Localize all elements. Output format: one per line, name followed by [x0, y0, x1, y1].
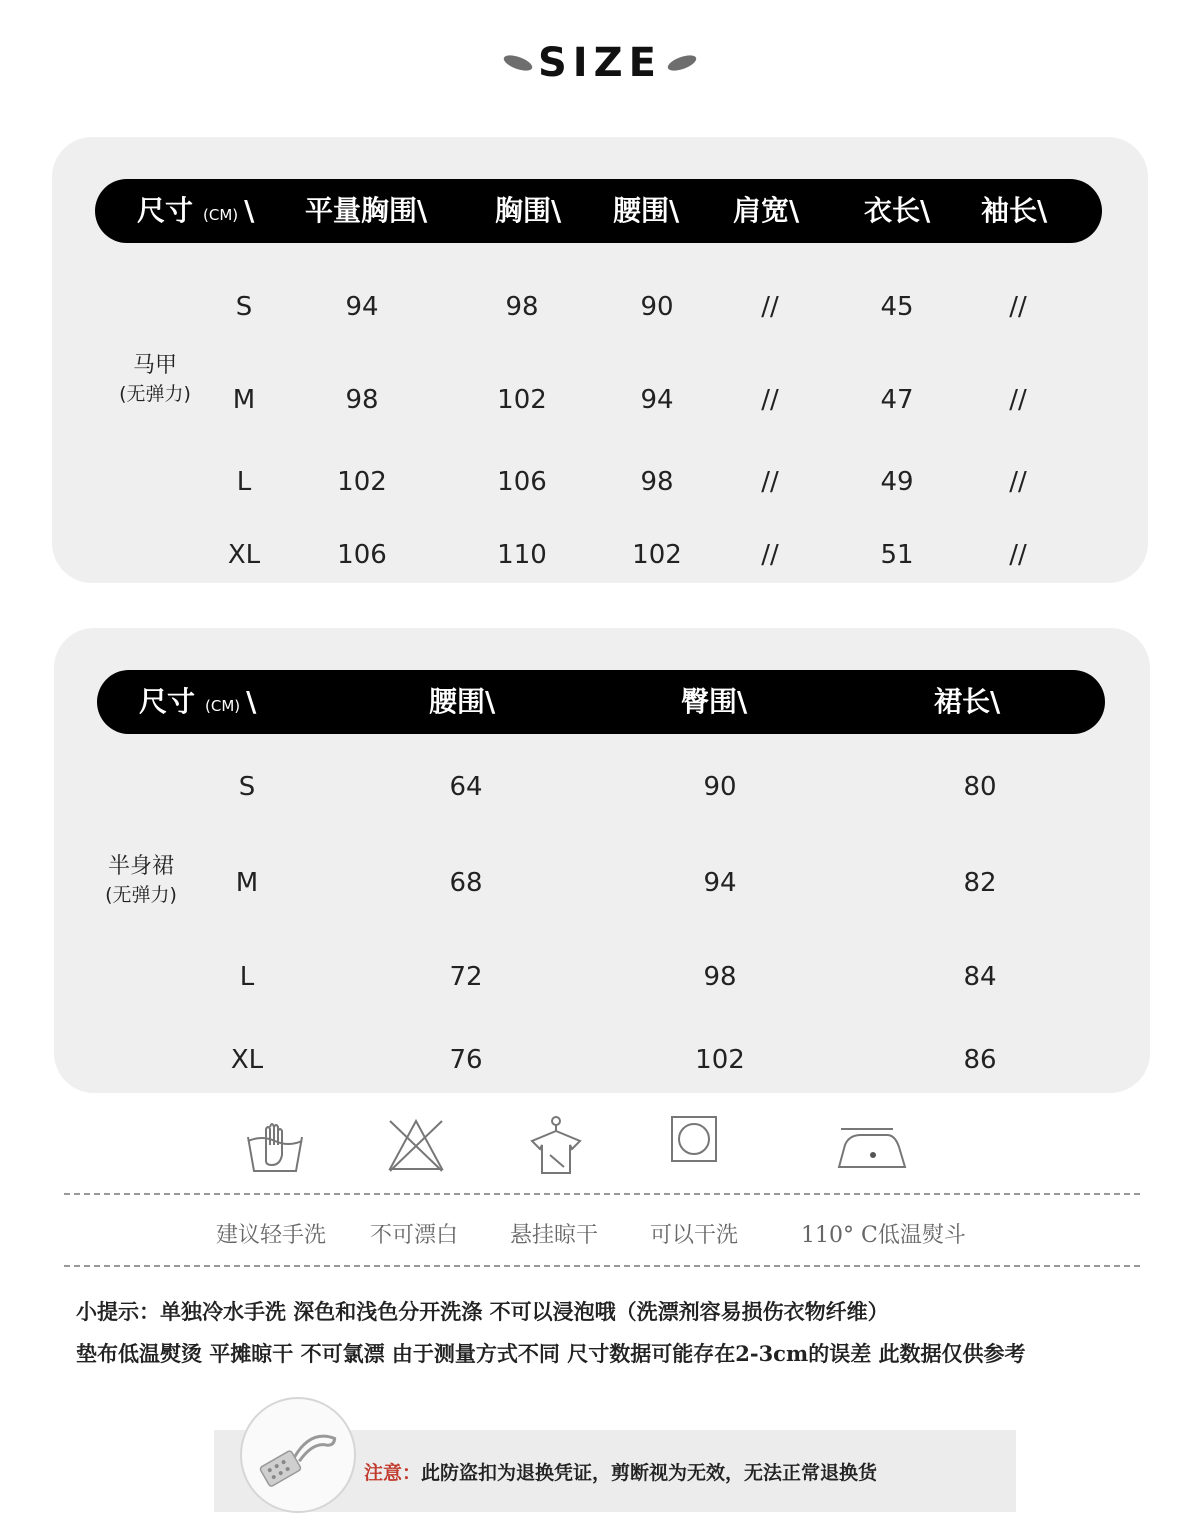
- chest-cell: 102: [497, 385, 547, 415]
- header-flat-chest: 平量胸围\: [305, 194, 428, 227]
- header-chest: 胸围\: [495, 194, 562, 227]
- category-name: 马甲: [132, 353, 177, 378]
- brush-stroke-right: [666, 52, 698, 74]
- notice-message: 此防盗扣为退换凭证，剪断视为无效，无法正常退换货: [421, 1462, 878, 1484]
- notice-text: [364, 1458, 877, 1485]
- header-size: 尺寸 (CM) \: [139, 685, 257, 718]
- skirt-table-header: [97, 670, 1105, 734]
- flat-chest-cell: 106: [337, 540, 387, 570]
- waist-cell: 98: [640, 467, 674, 497]
- sleeve-cell: //: [1009, 467, 1027, 497]
- waist-cell: 64: [449, 772, 483, 802]
- hip-cell: 94: [703, 868, 737, 898]
- size-cell: L: [239, 962, 255, 992]
- hand-wash-icon: [244, 1115, 306, 1177]
- security-tag-image: [240, 1397, 356, 1513]
- size-cell: XL: [230, 1045, 264, 1075]
- hip-cell: 102: [695, 1045, 745, 1075]
- length-cell: 51: [880, 540, 914, 570]
- care-icons-row: [0, 1115, 1200, 1185]
- header-size: 尺寸 (CM) \: [137, 194, 255, 227]
- care-label-hand-wash: 建议轻手洗: [216, 1223, 327, 1248]
- chest-cell: 110: [497, 540, 547, 570]
- size-cell: L: [236, 467, 252, 497]
- header-skirt-length: 裙长\: [934, 685, 1001, 718]
- divider-top: [64, 1193, 1140, 1195]
- waist-cell: 76: [449, 1045, 483, 1075]
- sleeve-cell: //: [1009, 292, 1027, 322]
- brush-stroke-left: [502, 52, 534, 74]
- size-cell: M: [232, 385, 256, 415]
- care-label-low-iron: 110° C低温熨斗: [801, 1223, 966, 1248]
- skirt-length-cell: 82: [963, 868, 997, 898]
- header-waist: 腰围\: [613, 194, 680, 227]
- dry-clean-icon: [670, 1115, 720, 1165]
- hip-cell: 98: [703, 962, 737, 992]
- skirt-category: [84, 853, 198, 909]
- header-sleeve: 袖长\: [981, 194, 1048, 227]
- header-waist: 腰围\: [429, 685, 496, 718]
- security-tag-icon: [242, 1399, 354, 1511]
- tips-line-2: 垫布低温熨烫 平摊晾干 不可氯漂 由于测量方式不同 尺寸数据可能存在2-3cm的误差 此数据仅供参考: [76, 1341, 1026, 1366]
- flat-chest-cell: 98: [345, 385, 379, 415]
- tips-line-1: 小提示：单独冷水手洗 深色和浅色分开洗涤 不可以浸泡哦（洗漂剂容易损伤衣物纤维）: [76, 1299, 889, 1324]
- sleeve-cell: //: [1009, 540, 1027, 570]
- size-cell: S: [235, 292, 253, 322]
- shoulder-cell: //: [761, 540, 779, 570]
- header-length: 衣长\: [864, 194, 931, 227]
- header-shoulder: 肩宽\: [733, 194, 800, 227]
- header-hip: 臀围\: [681, 685, 748, 718]
- size-cell: XL: [227, 540, 261, 570]
- size-cell: M: [235, 868, 259, 898]
- hang-dry-icon: [526, 1115, 586, 1177]
- care-label-no-bleach: 不可漂白: [370, 1223, 459, 1248]
- skirt-length-cell: 86: [963, 1045, 997, 1075]
- shoulder-cell: //: [761, 385, 779, 415]
- chest-cell: 106: [497, 467, 547, 497]
- low-iron-icon: [837, 1125, 907, 1171]
- hip-cell: 90: [703, 772, 737, 802]
- category-name: 半身裙: [107, 854, 174, 879]
- flat-chest-cell: 94: [345, 292, 379, 322]
- flat-chest-cell: 102: [337, 467, 387, 497]
- vest-table-header: [95, 179, 1102, 243]
- length-cell: 47: [880, 385, 914, 415]
- category-note: (无弹力): [119, 383, 191, 405]
- vest-category: [100, 352, 210, 408]
- care-label-dry-clean: 可以干洗: [650, 1223, 739, 1248]
- length-cell: 49: [880, 467, 914, 497]
- size-cell: S: [238, 772, 256, 802]
- title-text: SIZE: [537, 40, 663, 86]
- category-note: (无弹力): [105, 884, 177, 906]
- waist-cell: 94: [640, 385, 674, 415]
- notice-label: 注意：: [364, 1462, 422, 1484]
- waist-cell: 102: [632, 540, 682, 570]
- size-title: [0, 40, 1200, 86]
- waist-cell: 68: [449, 868, 483, 898]
- no-bleach-icon: [386, 1115, 446, 1175]
- waist-cell: 72: [449, 962, 483, 992]
- shoulder-cell: //: [761, 292, 779, 322]
- skirt-length-cell: 80: [963, 772, 997, 802]
- divider-bottom: [64, 1265, 1140, 1267]
- skirt-length-cell: 84: [963, 962, 997, 992]
- sleeve-cell: //: [1009, 385, 1027, 415]
- care-label-hang-dry: 悬挂晾干: [510, 1223, 599, 1248]
- chest-cell: 98: [505, 292, 539, 322]
- waist-cell: 90: [640, 292, 674, 322]
- shoulder-cell: //: [761, 467, 779, 497]
- length-cell: 45: [880, 292, 914, 322]
